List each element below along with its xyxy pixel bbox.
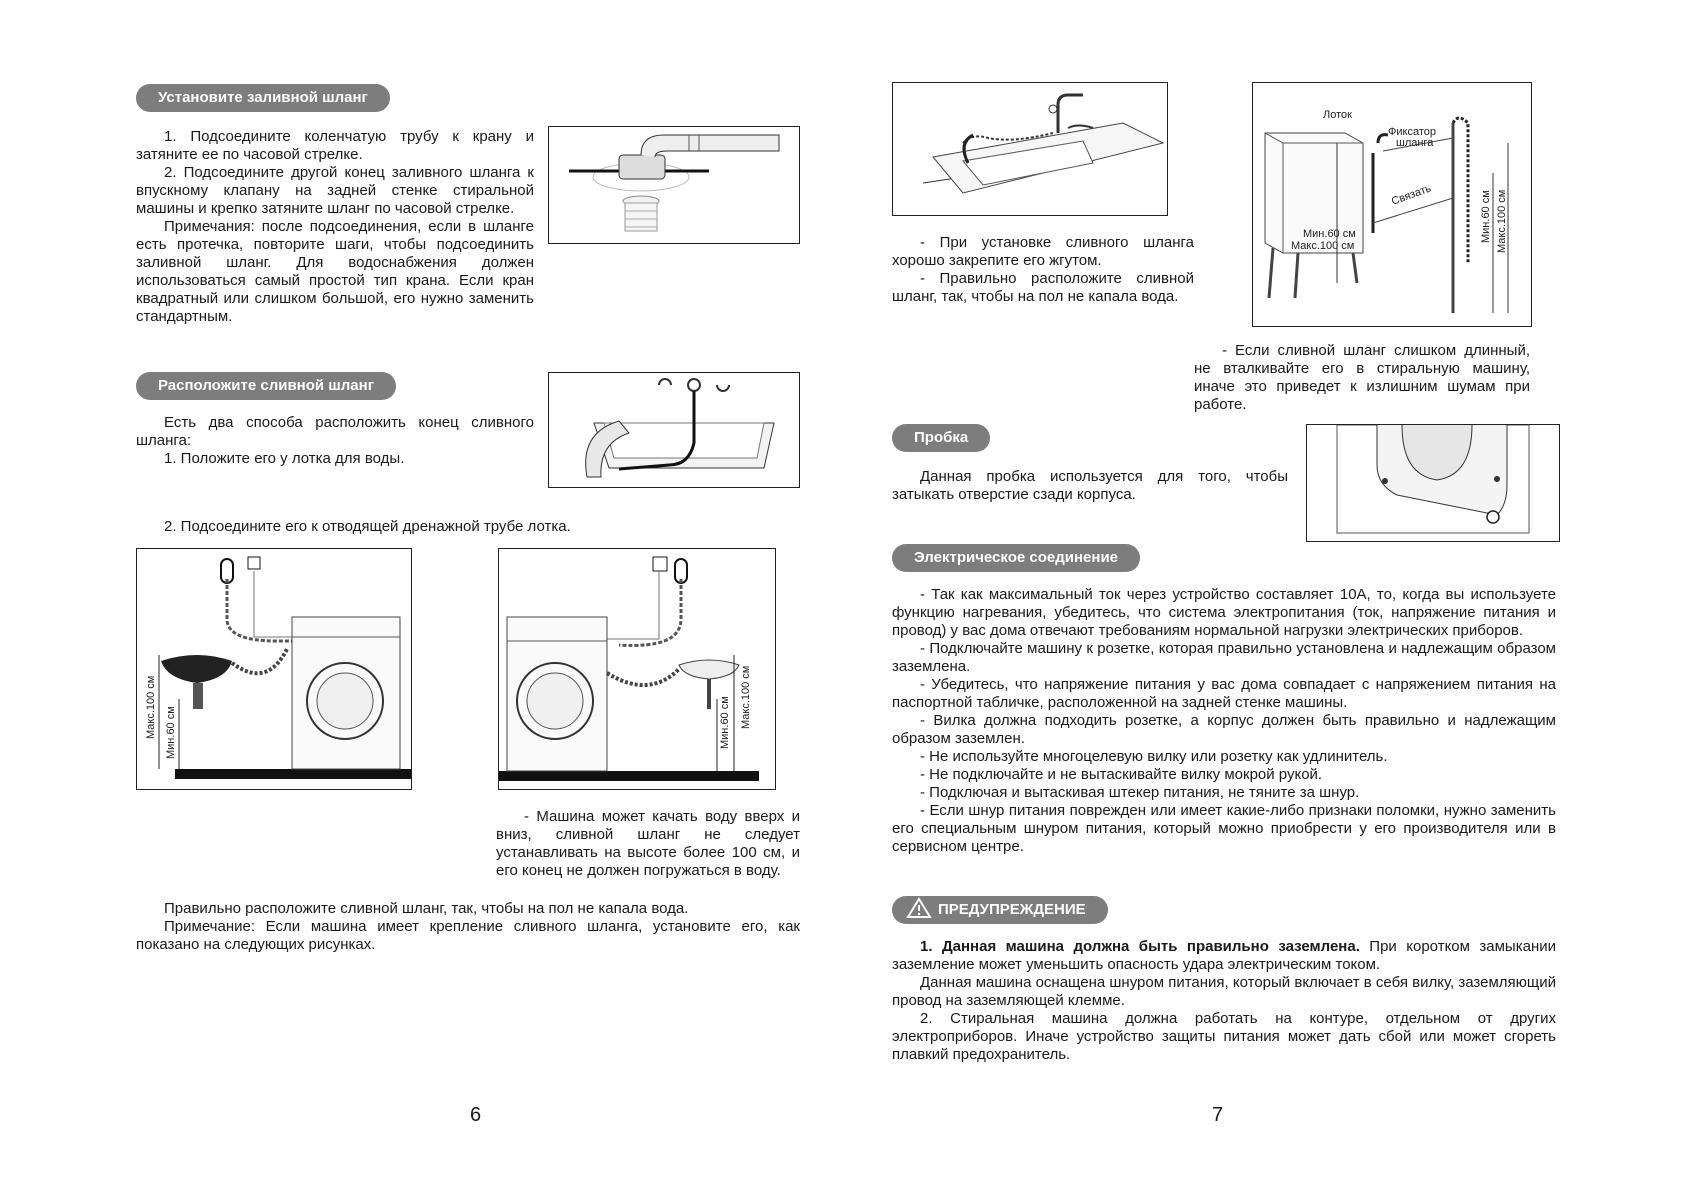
hose-fastening-text	[892, 234, 1194, 306]
electric-item: - Убедитесь, что напряжение питания у вас дома совпадает с напряжением питания на паспортной табличке, расположенной на задней стенке машины.	[892, 676, 1556, 711]
electric-item: - Так как максимальный ток через устройство составляет 10А, то, когда вы используете функцию нагревания, убедитесь, что система электропитания (ток, напряжение питания и провод) у вас дома отвечают требованиям нормальной нагрузки электрических приборов.	[892, 586, 1556, 639]
clamp-label-2: шланга	[1396, 137, 1434, 149]
drain-intro-text: Есть два способа расположить конец сливного шланга:	[136, 414, 534, 449]
drain-height-caption	[496, 808, 800, 880]
section-title-warning	[892, 896, 1108, 924]
plug-text: Данная пробка используется для того, чтобы затыкать отверстие сзади корпуса.	[892, 468, 1288, 503]
drain-basin-illustration	[499, 549, 775, 789]
inlet-hose-figure	[548, 126, 800, 244]
tray-label: Лоток	[1323, 109, 1352, 121]
drain-sink-min-label: Мин.60 см	[165, 706, 177, 759]
warning-circuit: 2. Стиральная машина должна работать на контуре, отдельном от других электроприборов. Иначе устройство защиты питания может дать сбой или может сгореть плавкий предохранитель.	[892, 1010, 1556, 1063]
plug-illustration	[1307, 425, 1559, 541]
electric-item: - Подключая и вытаскивая штекер питания, не тяните за шнур.	[920, 784, 1360, 801]
warning-grounding-bold: 1. Данная машина должна быть правильно заземлена.	[920, 938, 1360, 955]
drain-sink-illustration	[137, 549, 411, 789]
section-title-inlet-hose: Установите заливной шланг	[136, 84, 390, 112]
drain-note	[136, 900, 800, 954]
inlet-instructions	[136, 128, 534, 326]
drain-note-text: Примечание: Если машина имеет крепление сливного шланга, установите его, как показано на следующих рисунках.	[136, 918, 800, 953]
drain-sink-max-label: Макс.100 см	[145, 675, 157, 739]
page-number-right: 7	[1212, 1104, 1224, 1126]
section-title-plug: Пробка	[892, 424, 990, 452]
drain-option-2	[136, 518, 636, 536]
warning-grounding-rest: При коротком замыкании заземление может уменьшить опасность удара электрическим током.	[892, 938, 1556, 973]
section-title-electric: Электрическое соединение	[892, 544, 1140, 572]
drain-intro	[136, 414, 534, 468]
electric-item: - Не подключайте и не вытаскивайте вилку мокрой рукой.	[920, 766, 1323, 783]
inlet-hose-illustration	[549, 127, 799, 243]
warning-cord: Данная машина оснащена шнуром питания, который включает в себя вилку, заземляющий провод на заземляющей клемме.	[892, 974, 1556, 1009]
electric-instructions	[892, 586, 1556, 856]
long-hose-warning	[1194, 342, 1530, 414]
drain-figure-sink	[136, 548, 412, 790]
drain-basin-max-label: Макс.100 см	[740, 665, 752, 729]
warning-grounding	[892, 938, 1556, 974]
sink-faucet-illustration	[893, 83, 1167, 215]
electric-item: - Вилка должна подходить розетке, а корпус должен быть правильно и надлежащим образом заземлен.	[892, 712, 1556, 747]
warning-triangle-icon	[906, 897, 932, 919]
inlet-step-1: 1. Подсоедините коленчатую трубу к крану и затяните ее по часовой стрелке.	[136, 128, 534, 163]
tray-min-label: Мин.60 см	[1303, 228, 1356, 240]
tie-label: Связать	[1389, 182, 1433, 208]
clamp-label-1: Фиксатор	[1388, 126, 1436, 138]
tray-hose-clamp-figure	[1252, 82, 1532, 327]
plug-description	[892, 468, 1288, 504]
inlet-note: Примечания: после подсоединения, если в шланге есть протечка, повторите шаги, чтобы подсоединить заливной шланг. Для водоснабжения должен использоваться самый простой тип крана. Если кран квадратный или слишком большой, его нужно заменить стандартным.	[136, 218, 534, 325]
page-number-left: 6	[470, 1104, 482, 1126]
drain-figure-basin	[498, 548, 776, 790]
drain-height-caption-text: - Машина может качать воду вверх и вниз, сливной шланг не следует устанавливать на высоте более 100 см, и его конец не должен погружаться в воду.	[496, 808, 800, 879]
tray-max-label: Макс.100 см	[1291, 240, 1355, 252]
electric-item: - Если шнур питания поврежден или имеет какие-либо признаки поломки, нужно заменить его специальным шнуром питания, который можно приобрести у его производителя или в сервисном центре.	[892, 802, 1556, 855]
plug-figure	[1306, 424, 1560, 542]
inlet-step-2: 2. Подсоедините другой конец заливного шланга к впускному клапану на задней стенке стиральной машины и крепко затяните шланг по часовой стрелке.	[136, 164, 534, 217]
drain-option-2-text: 2. Подсоедините его к отводящей дренажной трубе лотка.	[164, 518, 571, 535]
electric-item: - Не используйте многоцелевую вилку или розетку как удлинитель.	[920, 748, 1388, 765]
drain-tray-figure	[548, 372, 800, 488]
long-hose-text: - Если сливной шланг слишком длинный, не вталкивайте его в стиральную машину, иначе это приведет к излишним шумам при работе.	[1194, 342, 1530, 413]
hose-tie-instruction: - При установке сливного шланга хорошо закрепите его жгутом.	[892, 234, 1194, 269]
electric-item: - Подключайте машину к розетке, которая правильно установлена и надлежащим образом заземлена.	[892, 640, 1556, 675]
drain-option-1: 1. Положите его у лотка для воды.	[164, 450, 405, 467]
hose-placement-instruction: - Правильно расположите сливной шланг, так, чтобы на пол не капала вода.	[892, 270, 1194, 305]
drain-basin-min-label: Мин.60 см	[719, 696, 731, 749]
sink-faucet-figure	[892, 82, 1168, 216]
drain-tray-illustration	[549, 373, 799, 487]
drain-placement-text: Правильно расположите сливной шланг, так, чтобы на пол не капала вода.	[164, 900, 689, 917]
section-title-drain-hose: Расположите сливной шланг	[136, 372, 396, 400]
warning-text	[892, 938, 1556, 1064]
warning-title-text: ПРЕДУПРЕЖДЕНИЕ	[938, 901, 1086, 918]
tray-vertical-max-label: Макс.100 см	[1496, 189, 1508, 253]
tray-hose-clamp-illustration	[1253, 83, 1531, 326]
tray-vertical-min-label: Мин.60 см	[1480, 190, 1492, 243]
